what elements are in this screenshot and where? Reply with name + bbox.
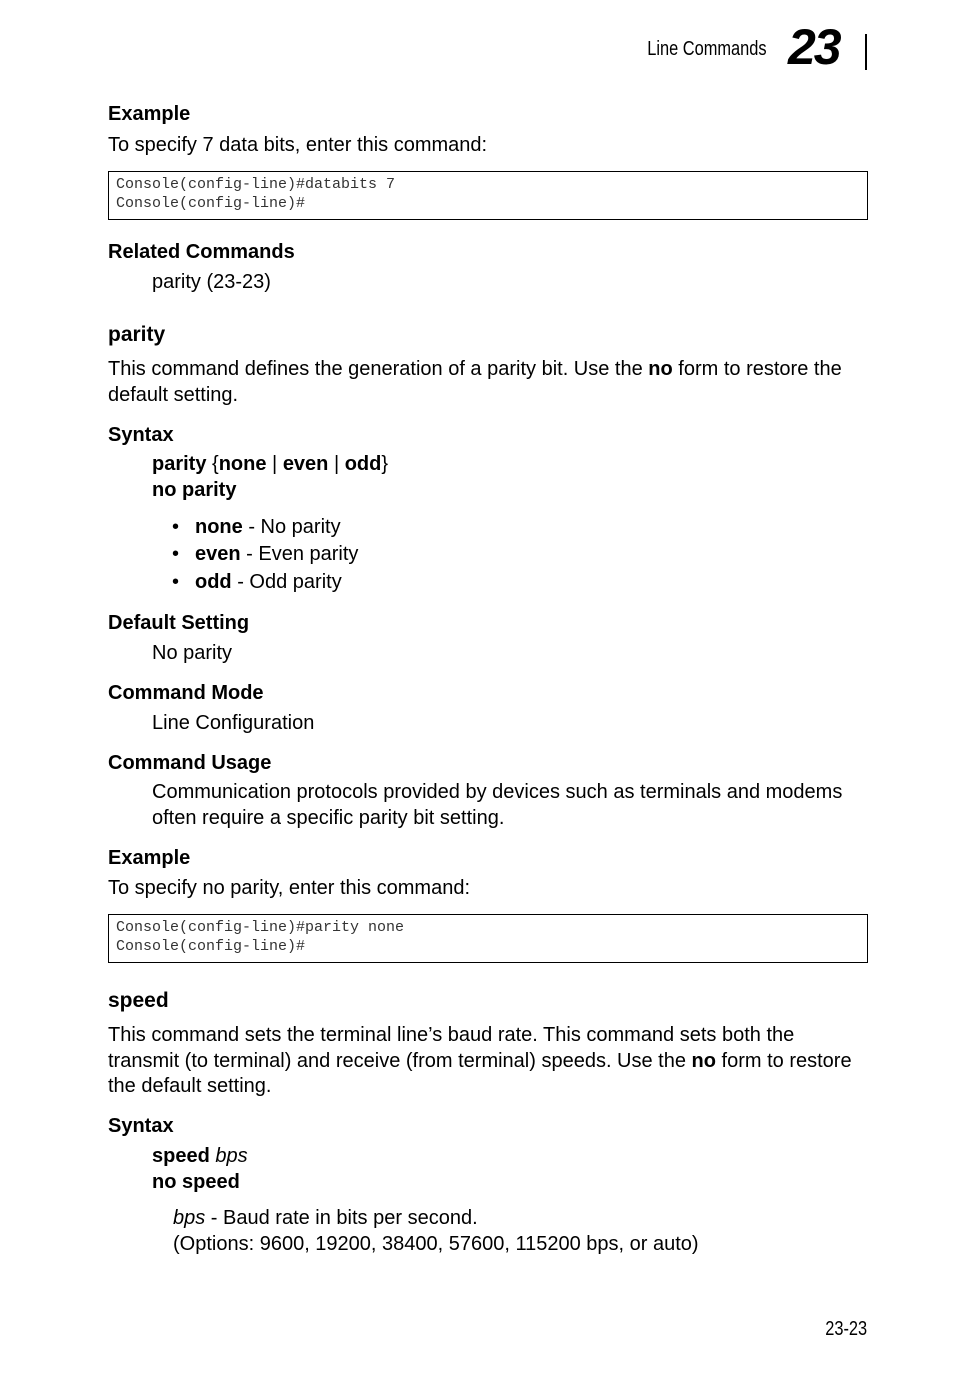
code-line: Console(config-line)#parity none (116, 919, 405, 936)
default-setting-heading: Default Setting (108, 612, 250, 634)
code-line: Console(config-line)# (116, 938, 306, 955)
option-item: none - No parity (195, 516, 341, 538)
speed-section-title: speed (108, 989, 169, 1012)
bullet-icon: • (172, 543, 180, 565)
chapter-divider (865, 34, 867, 70)
speed-no-form: no speed (152, 1171, 240, 1193)
speed-syntax: speed bps (152, 1145, 248, 1167)
example-heading: Example (108, 103, 191, 125)
example-intro: To specify 7 data bits, enter this command: (108, 134, 488, 156)
syntax-heading: Syntax (108, 1115, 174, 1137)
parity-section-title: parity (108, 323, 166, 346)
parity-no-form: no parity (152, 479, 237, 501)
related-command-item: parity (23-23) (152, 271, 271, 293)
running-header-title: Line Commands (647, 38, 767, 60)
option-item: even - Even parity (195, 543, 359, 565)
bullet-icon: • (172, 571, 180, 593)
code-line: Console(config-line)# (116, 195, 306, 212)
option-item: odd - Odd parity (195, 571, 342, 593)
command-mode-heading: Command Mode (108, 682, 264, 704)
code-block (108, 171, 868, 220)
speed-description: This command sets the terminal line’s baud rate. This command sets both the transmit (to terminal) and receive (from terminal) speeds. Use the no form to restore the default setting. (108, 1024, 852, 1097)
example-intro: To specify no parity, enter this command: (108, 877, 471, 899)
default-setting-value: No parity (152, 642, 233, 664)
parameter-description: bps - Baud rate in bits per second. (173, 1207, 478, 1229)
code-line: Console(config-line)#databits 7 (116, 176, 396, 193)
command-mode-value: Line Configuration (152, 712, 315, 734)
page-number: 23-23 (825, 1318, 867, 1340)
command-usage-heading: Command Usage (108, 752, 272, 774)
parity-description: This command defines the generation of a parity bit. Use the no form to restore the default setting. (108, 358, 842, 406)
parity-syntax: parity {none | even | odd} (152, 453, 389, 475)
syntax-heading: Syntax (108, 424, 174, 446)
related-commands-heading: Related Commands (108, 241, 295, 263)
bullet-icon: • (172, 516, 180, 538)
code-block (108, 914, 868, 963)
chapter-number: 23 (788, 19, 840, 75)
parameter-options: (Options: 9600, 19200, 38400, 57600, 115200 bps, or auto) (173, 1233, 699, 1255)
command-usage-text: Communication protocols provided by devices such as terminals and modems often require a specific parity bit setting. (152, 781, 843, 829)
example-heading: Example (108, 847, 191, 869)
